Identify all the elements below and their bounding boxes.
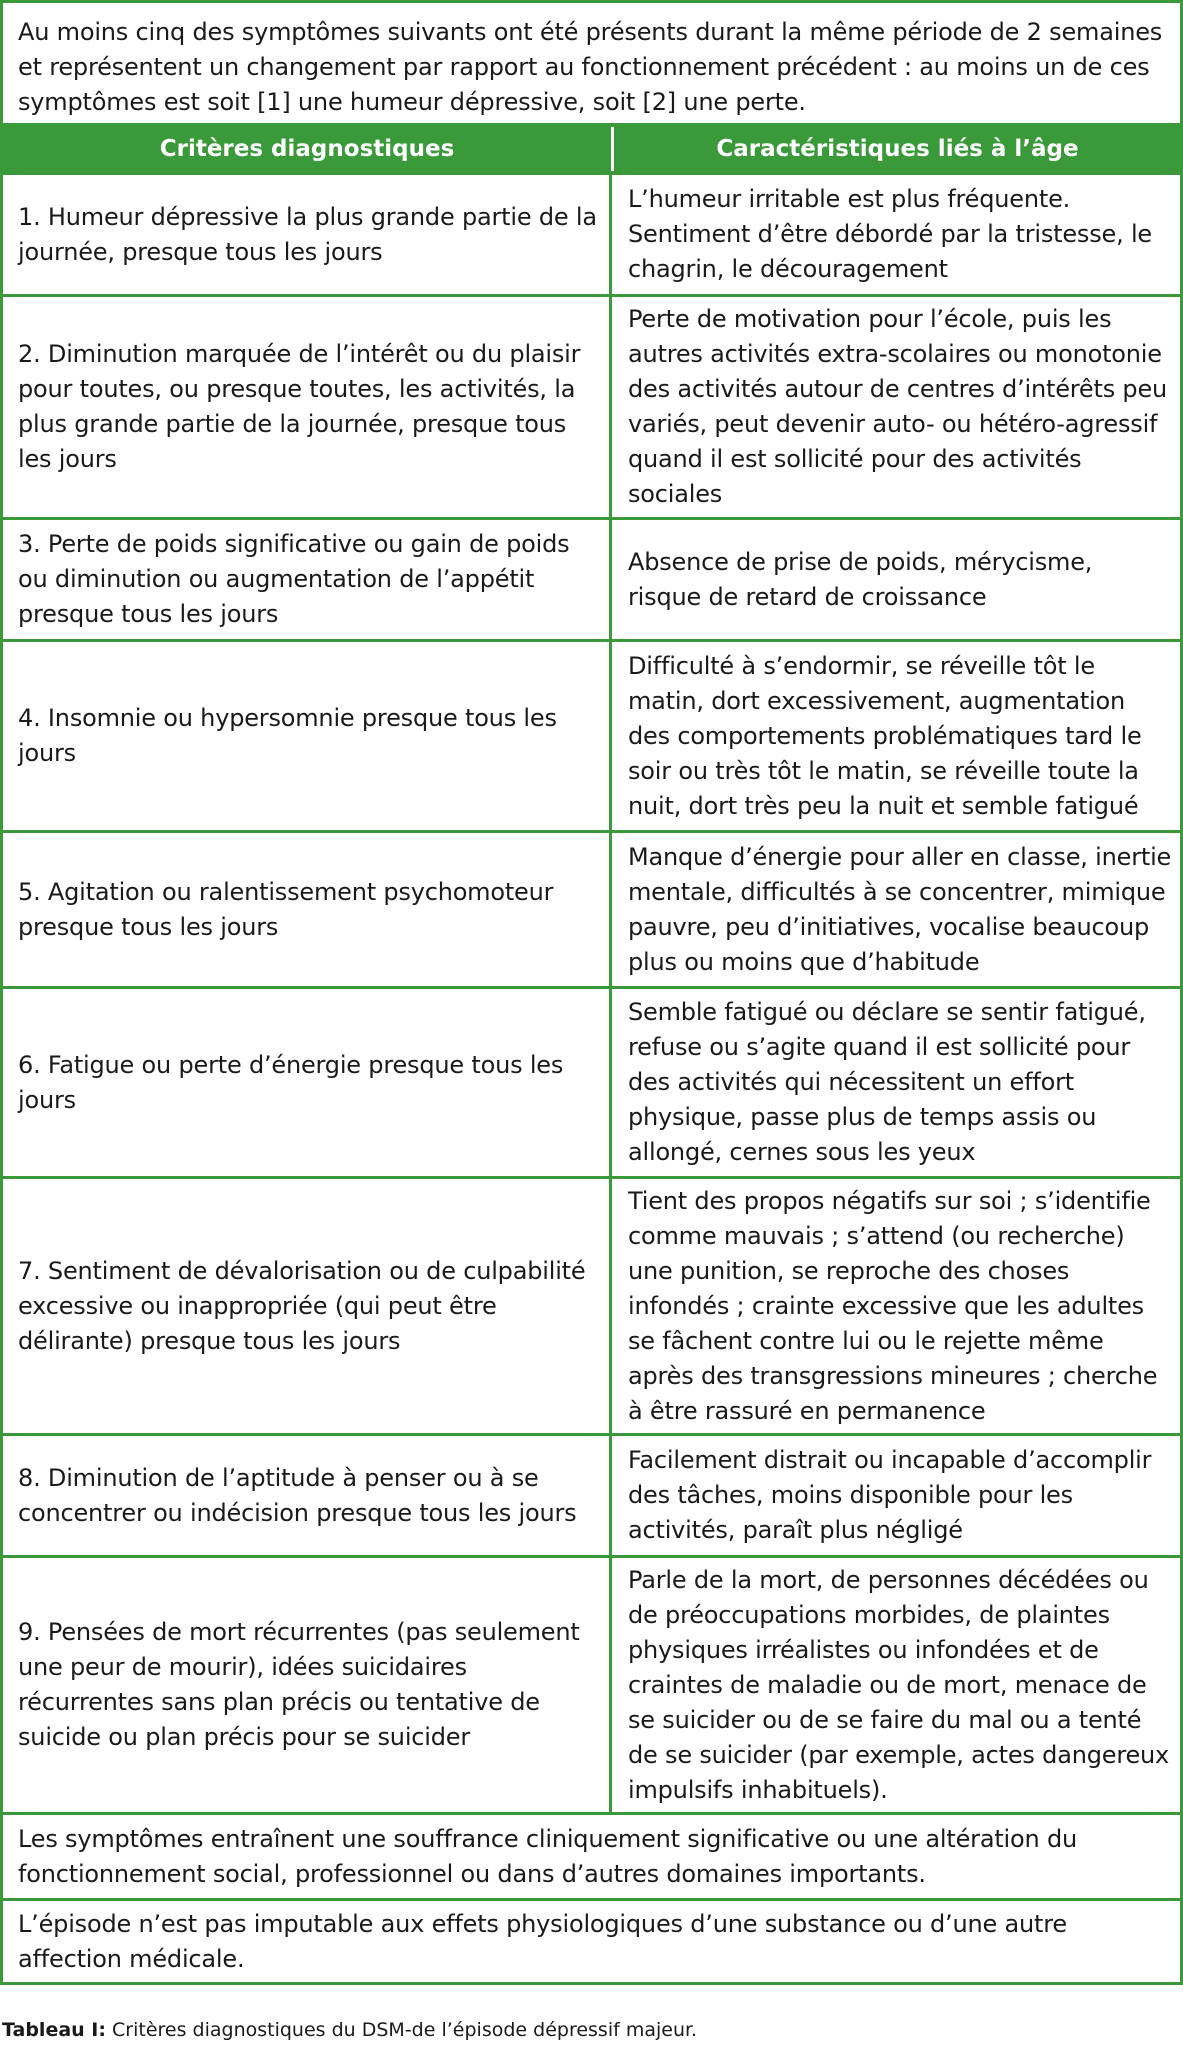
table-row: [3, 175, 1180, 297]
criterion-cell: 3. Perte de poids significative ou gain de poids ou diminution ou augmentation de l’appétit presque tous les jours: [3, 520, 612, 639]
criterion-cell: 1. Humeur dépressive la plus grande partie de la journée, presque tous les jours: [3, 175, 612, 294]
criterion-cell: 4. Insomnie ou hypersomnie presque tous les jours: [3, 642, 612, 830]
footer-note-distress: Les symptômes entraînent une souffrance cliniquement significative ou une altération du fonctionnement social, professionnel ou dans d’autres domaines importants.: [3, 1815, 1180, 1901]
header-divider: [611, 127, 614, 171]
header-criteria: Critères diagnostiques: [159, 136, 455, 162]
table-caption: [2, 2018, 697, 2042]
age-cell: Manque d’énergie pour aller en classe, inertie mentale, difficultés à se concentrer, mimique pauvre, peu d’initiatives, vocalise beaucoup plus ou moins que d’habitude: [628, 842, 1172, 976]
table-row: [3, 1179, 1180, 1436]
age-cell: Perte de motivation pour l’école, puis les autres activités extra-scolaires ou monotonie des activités autour de centres d’intérêts peu variés, peut devenir auto- ou hétéro-agressif quand il est sollicité pour des activités sociales: [628, 305, 1168, 508]
table-row: [3, 989, 1180, 1179]
table-row: [3, 1436, 1180, 1558]
age-cell: L’humeur irritable est plus fréquente. Sentiment d’être débordé par la tristesse, le chagrin, le découragement: [628, 185, 1152, 283]
footer-note-substance: L’épisode n’est pas imputable aux effets physiologiques d’une substance ou d’une autre affection médicale.: [18, 1909, 1067, 1973]
age-cell: Parle de la mort, de personnes décédées ou de préoccupations morbides, de plaintes physiques irréalistes ou infondées et de craintes de maladie ou de mort, menace de se suicider ou de se faire du mal ou a tenté de se suicider (par exemple, actes dangereux impulsifs inhabituels).: [628, 1565, 1170, 1804]
criterion-cell: 6. Fatigue ou perte d’énergie presque tous les jours: [3, 989, 612, 1176]
header-age-characteristics: Caractéristiques liés à l’âge: [716, 136, 1079, 162]
table-row: [3, 297, 1180, 520]
caption-label: Tableau I:: [2, 2019, 106, 2041]
criterion-cell: 2. Diminution marquée de l’intérêt ou du plaisir pour toutes, ou presque toutes, les activités, la plus grande partie de la journée, presque tous les jours: [3, 297, 612, 517]
criterion-cell: 8. Diminution de l’aptitude à penser ou à se concentrer ou indécision presque tous les jours: [3, 1436, 612, 1555]
age-cell: Absence de prise de poids, mérycisme, risque de retard de croissance: [628, 547, 1093, 611]
caption-text: Critères diagnostiques du DSM-de l’épisode dépressif majeur.: [112, 2019, 698, 2041]
criterion-cell: 9. Pensées de mort récurrentes (pas seulement une peur de mourir), idées suicidaires récurrentes sans plan précis ou tentative de suicide ou plan précis pour se suicider: [3, 1558, 612, 1812]
table-row: [3, 833, 1180, 989]
criterion-cell: 5. Agitation ou ralentissement psychomoteur presque tous les jours: [3, 833, 612, 986]
intro-text: Au moins cinq des symptômes suivants ont été présents durant la même période de 2 semaines et représentent un changement par rapport au fonctionnement précédent : au moins un de ces symptômes est soit [1] une humeur dépressive, soit [2] une perte.: [18, 18, 1163, 116]
age-cell: Tient des propos négatifs sur soi ; s’identifie comme mauvais ; s’attend (ou recherche) une punition, se reproche des choses infondés ; crainte excessive que les adultes se fâchent contre lui ou le rejette même après des transgressions mineures ; cherche à être rassuré en permanence: [628, 1186, 1158, 1425]
table-header: [3, 123, 1180, 175]
age-cell: Semble fatigué ou déclare se sentir fatigué, refuse ou s’agite quand il est sollicité pour des activités qui nécessitent un effort physique, passe plus de temps assis ou allongé, cernes sous les yeux: [628, 998, 1146, 1166]
criterion-cell: 7. Sentiment de dévalorisation ou de culpabilité excessive ou inappropriée (qui peut être délirante) presque tous les jours: [3, 1179, 612, 1433]
age-cell: Difficulté à s’endormir, se réveille tôt le matin, dort excessivement, augmentation des comportements problématiques tard le soir ou très tôt le matin, se réveille toute la nuit, dort très peu la nuit et semble fatigué: [628, 651, 1142, 820]
table-row: [3, 1558, 1180, 1815]
table-row: [3, 642, 1180, 833]
age-cell: Facilement distrait ou incapable d’accomplir des tâches, moins disponible pour les activités, paraît plus négligé: [628, 1446, 1152, 1544]
table-row: [3, 520, 1180, 642]
